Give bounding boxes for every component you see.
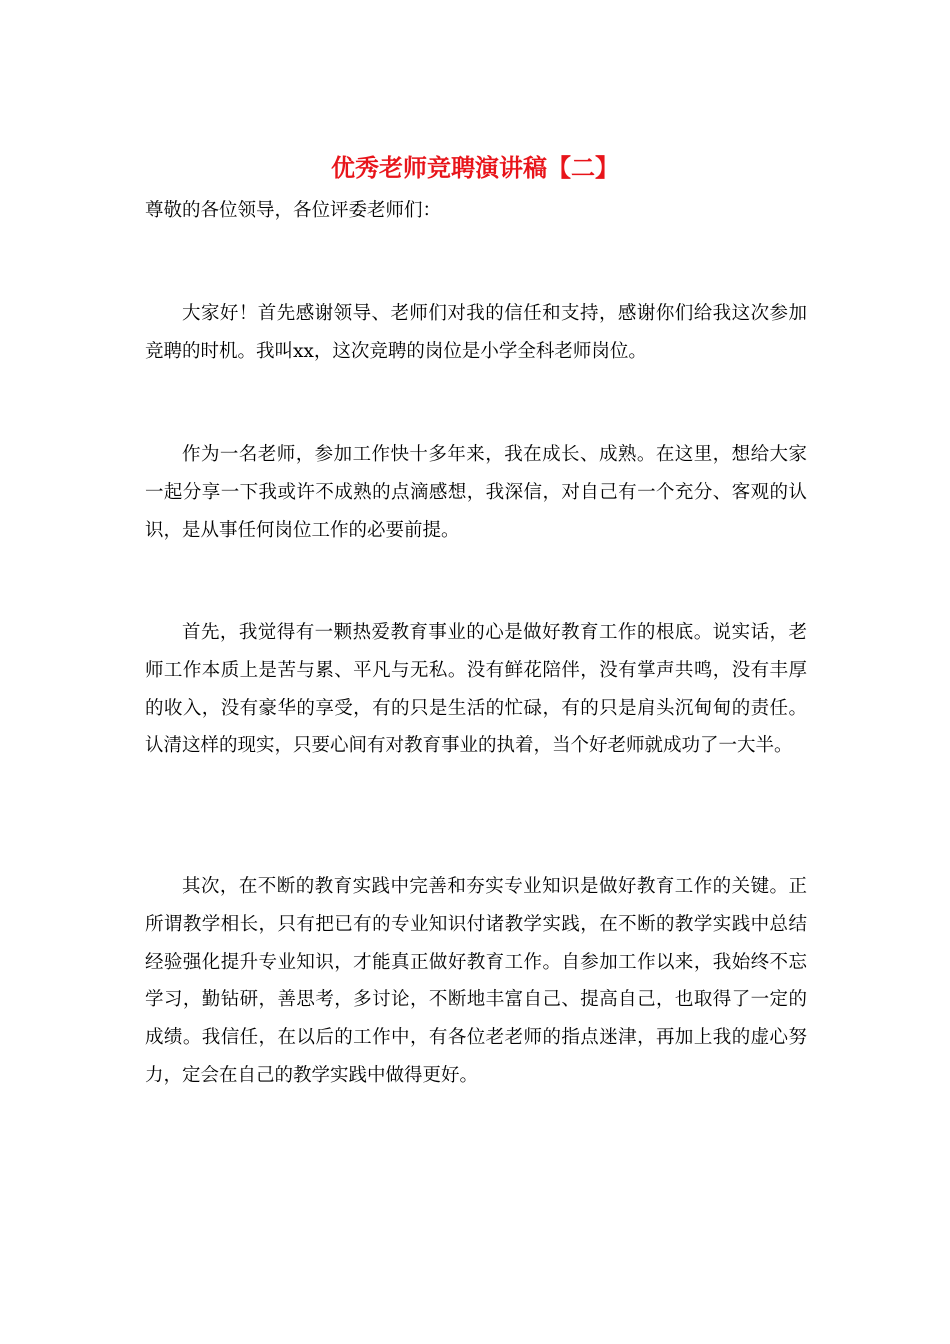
paragraph-first-point: 首先，我觉得有一颗热爱教育事业的心是做好教育工作的根底。说实话，老师工作本质上是苦与累、平凡与无私。没有鲜花陪伴，没有掌声共鸣，没有丰厚的收入，没有豪华的享受，有的只是生活的忙碌，有的只是肩头沉甸甸的责任。认清这样的现实，只要心间有对教育事业的执着，当个好老师就成功了一大半。	[145, 622, 807, 757]
document-title: 优秀老师竞聘演讲稿【二】	[331, 153, 619, 182]
paragraph-greeting: 大家好！首先感谢领导、老师们对我的信任和支持，感谢你们给我这次参加竞聘的时机。我叫xx，这次竞聘的岗位是小学全科老师岗位。	[145, 303, 807, 362]
salutation: 尊敬的各位领导，各位评委老师们：	[145, 200, 442, 221]
paragraph-second-point: 其次，在不断的教育实践中完善和夯实专业知识是做好教育工作的关键。正所谓教学相长，只有把已有的专业知识付诸教学实践，在不断的教学实践中总结经验强化提升专业知识，才能真正做好教育工作。自参加工作以来，我始终不忘学习，勤钻研，善思考，多讨论，不断地丰富自己、提高自己，也取得了一定的成绩。我信任，在以后的工作中，有各位老老师的指点迷津，再加上我的虚心努力，定会在自己的教学实践中做得更好。	[145, 876, 807, 1086]
paragraph-introduction: 作为一名老师，参加工作快十多年来，我在成长、成熟。在这里，想给大家一起分享一下我或许不成熟的点滴感想，我深信，对自己有一个充分、客观的认识，是从事任何岗位工作的必要前提。	[145, 444, 807, 541]
